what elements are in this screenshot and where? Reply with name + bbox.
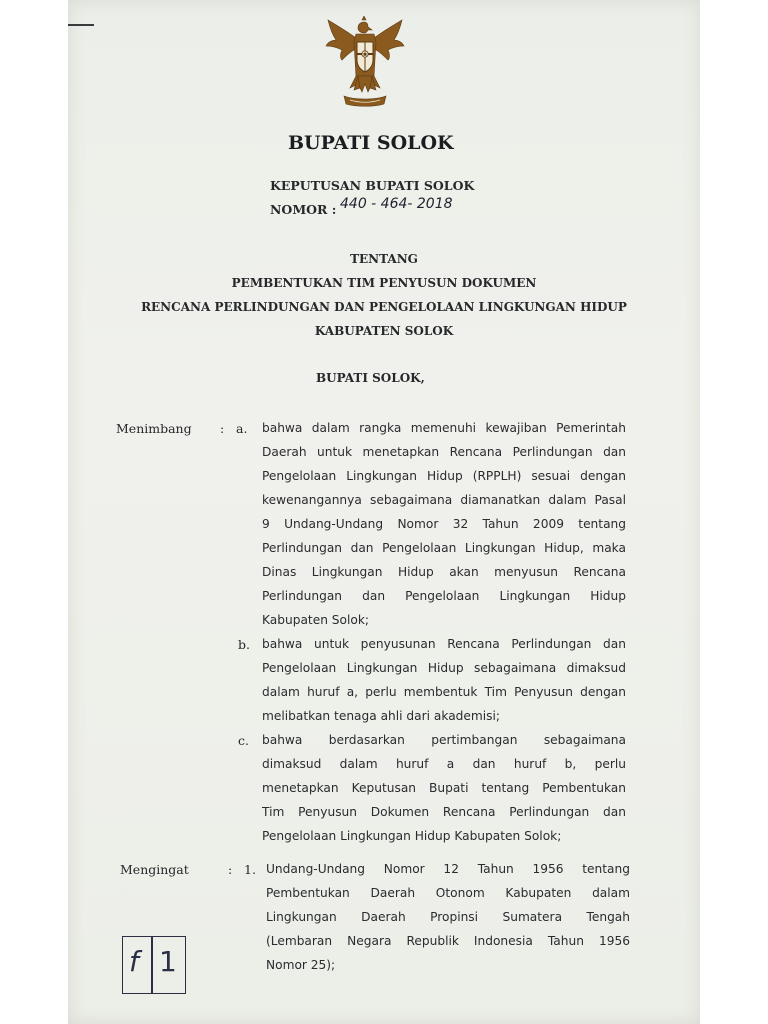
menimbang-a-line: kewenangannya sebagaimana diamanatkan dalam Pasal — [262, 493, 626, 507]
menimbang-item-letter: c. — [238, 733, 249, 748]
menimbang-label: Menimbang — [116, 421, 192, 436]
menimbang-b-line: Pengelolaan Lingkungan Hidup sebagaimana dimaksud — [262, 661, 626, 675]
mengingat-1-line: Pembentukan Daerah Otonom Kabupaten dalam — [266, 886, 630, 900]
mengingat-1-line: Undang-Undang Nomor 12 Tahun 1956 tentang — [266, 862, 630, 876]
decree-number-label: NOMOR : — [270, 202, 337, 217]
decree-heading: KEPUTUSAN BUPATI SOLOK — [270, 178, 475, 193]
menimbang-item-letter: a. — [236, 421, 248, 436]
bupati-heading: BUPATI SOLOK, — [316, 371, 425, 385]
mengingat-colon: : — [228, 862, 233, 877]
menimbang-c-line: Tim Penyusun Dokumen Rencana Perlindungan dan — [262, 805, 626, 819]
menimbang-c-line: dimaksud dalam huruf a dan huruf b, perlu — [262, 757, 626, 771]
mengingat-1-line: (Lembaran Negara Republik Indonesia Tahun 1956 — [266, 934, 630, 948]
menimbang-colon: : — [220, 421, 225, 436]
menimbang-c-line: bahwa berdasarkan pertimbangan sebagaimana — [262, 733, 626, 747]
menimbang-a-line: bahwa dalam rangka memenuhi kewajiban Pemerintah — [262, 421, 626, 435]
menimbang-item-letter: b. — [238, 637, 250, 652]
stamp-divider — [151, 937, 153, 993]
decree-number-handwritten: 440 - 464- 2018 — [340, 196, 453, 212]
mengingat-item-number: 1. — [244, 862, 256, 877]
menimbang-c-line: menetapkan Keputusan Bupati tentang Pembentukan — [262, 781, 626, 795]
garuda-emblem-icon — [320, 16, 410, 108]
menimbang-b-line: dalam huruf a, perlu membentuk Tim Penyusun dengan — [262, 685, 626, 699]
menimbang-a-line: Kabupaten Solok; — [262, 613, 369, 627]
menimbang-a-line: Dinas Lingkungan Hidup akan menyusun Rencana — [262, 565, 626, 579]
mengingat-1-line: Lingkungan Daerah Propinsi Sumatera Tengah — [266, 910, 630, 924]
menimbang-b-line: melibatkan tenaga ahli dari akademisi; — [262, 709, 501, 723]
page-edge-mark — [68, 24, 94, 26]
subject-line-1: PEMBENTUKAN TIM PENYUSUN DOKUMEN — [231, 276, 537, 290]
menimbang-a-line: Daerah untuk menetapkan Rencana Perlindungan dan — [262, 445, 626, 459]
paraf-mark: 1 — [159, 945, 177, 978]
tentang-heading: TENTANG — [350, 252, 418, 266]
menimbang-a-line: Perlindungan dan Pengelolaan Lingkungan Hidup, maka — [262, 541, 626, 555]
mengingat-label: Mengingat — [120, 862, 189, 877]
subject-line-3: KABUPATEN SOLOK — [314, 324, 454, 338]
menimbang-c-line: Pengelolaan Lingkungan Hidup Kabupaten Solok; — [262, 829, 562, 843]
menimbang-b-line: bahwa untuk penyusunan Rencana Perlindungan dan — [262, 637, 626, 651]
mengingat-1-line: Nomor 25); — [266, 958, 336, 972]
menimbang-a-line: Perlindungan dan Pengelolaan Lingkungan Hidup — [262, 589, 626, 603]
paraf-initial: f — [129, 945, 139, 978]
document-title: BUPATI SOLOK — [288, 132, 454, 154]
menimbang-a-line: 9 Undang-Undang Nomor 32 Tahun 2009 tentang — [262, 517, 626, 531]
paraf-stamp — [122, 936, 186, 994]
subject-line-2: RENCANA PERLINDUNGAN DAN PENGELOLAAN LINGKUNGAN HIDUP — [141, 300, 627, 314]
menimbang-a-line: Pengelolaan Lingkungan Hidup (RPPLH) sesuai dengan — [262, 469, 626, 483]
